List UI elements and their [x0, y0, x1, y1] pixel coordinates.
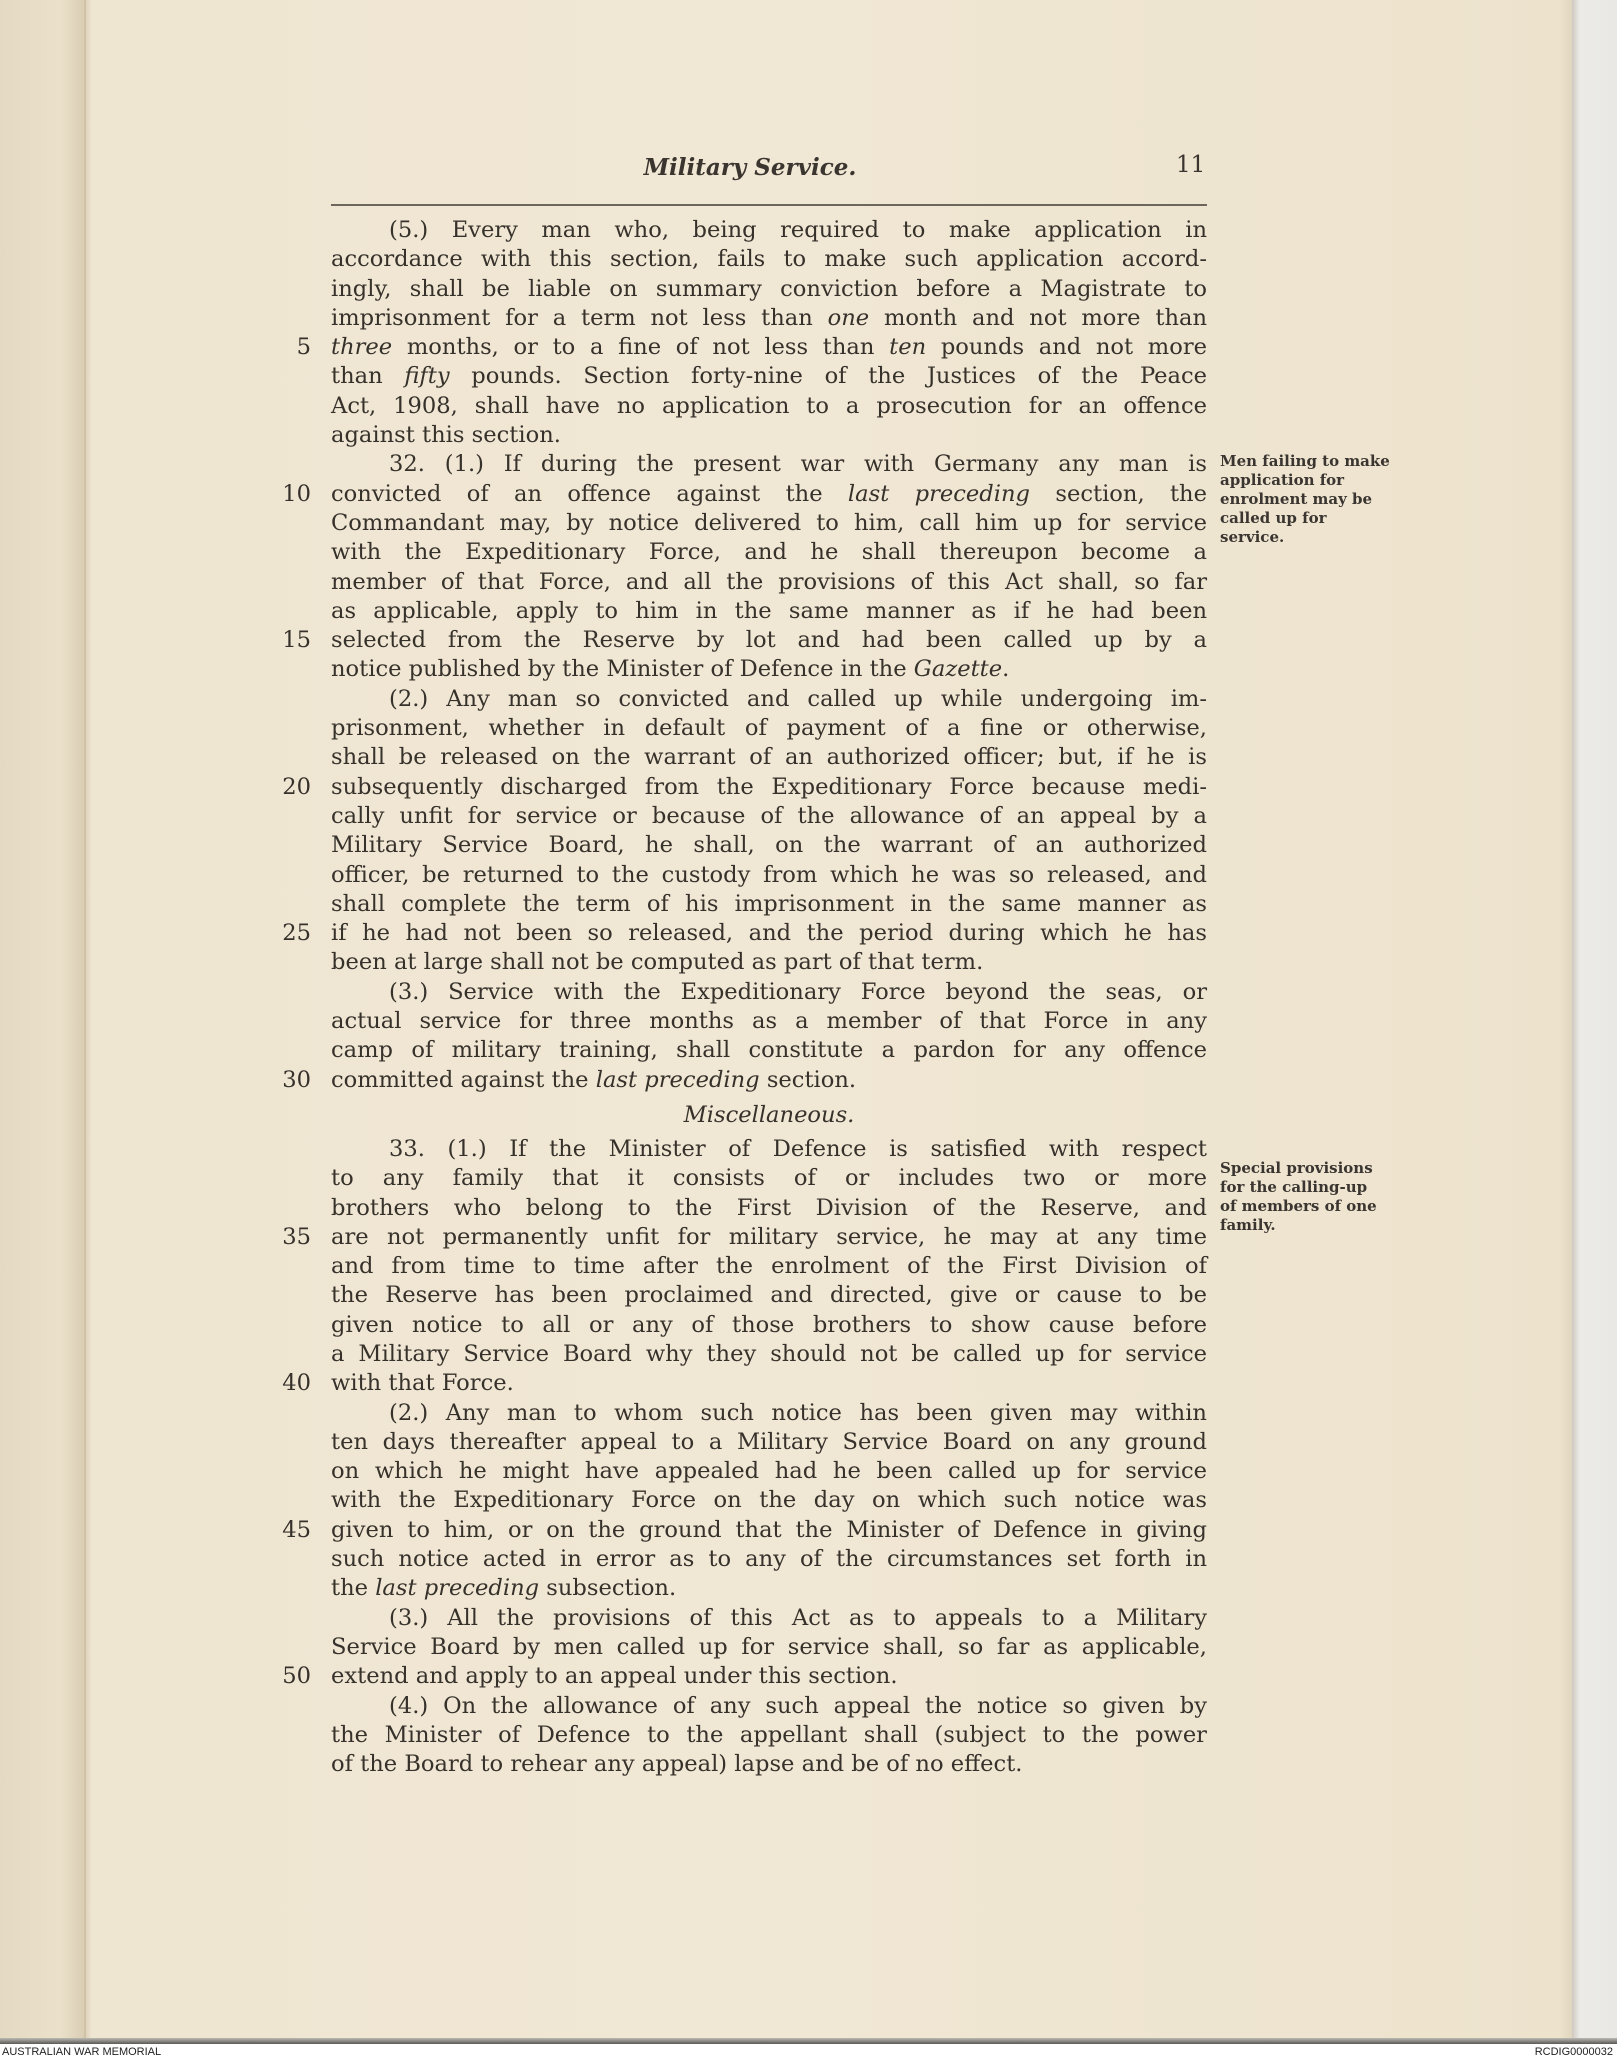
- text-segment: than: [331, 363, 405, 390]
- text-line: [331, 978, 1207, 1007]
- text-line: [331, 538, 1207, 567]
- text-segment: if he had not been so released, and the period during which he has: [331, 920, 1207, 947]
- text-line: [331, 1399, 1207, 1428]
- line-number: 35: [282, 1223, 311, 1250]
- section-heading: [331, 1095, 1207, 1131]
- text-segment: section, the: [1030, 480, 1207, 507]
- text-segment: (3.) Service with the Expeditionary Force beyond the seas, or: [389, 978, 1207, 1005]
- text-line: [331, 1135, 1207, 1164]
- text-line: [282, 1369, 1207, 1398]
- italic-text: last preceding: [595, 1066, 760, 1093]
- text-line: [331, 1604, 1207, 1633]
- text-line: [331, 890, 1207, 919]
- text-line: [331, 1164, 1207, 1193]
- line-number: 5: [296, 334, 311, 361]
- header-rule: [331, 204, 1207, 206]
- text-segment: such notice acted in error as to any of the circumstances set forth in: [331, 1546, 1207, 1573]
- text-segment: with the Expeditionary Force, and he shall thereupon become a: [331, 539, 1207, 566]
- text-line: [331, 1340, 1207, 1369]
- text-line: [331, 861, 1207, 890]
- italic-text: Gazette: [913, 656, 1003, 683]
- text-segment: the Minister of Defence to the appellant shall (subject to the power: [331, 1721, 1207, 1748]
- text-line: [282, 1223, 1207, 1252]
- text-line: [331, 509, 1207, 538]
- text-segment: on which he might have appealed had he been called up for service: [331, 1458, 1207, 1485]
- text-line: [331, 275, 1207, 304]
- text-line: [282, 1066, 1207, 1095]
- text-segment: .: [1002, 656, 1010, 683]
- text-segment: as applicable, apply to him in the same manner as if he had been: [331, 597, 1207, 624]
- text-line: [282, 919, 1207, 948]
- page-number: 11: [1176, 152, 1206, 178]
- footer-institution: AUSTRALIAN WAR MEMORIAL: [2, 2046, 162, 2058]
- text-segment: cally unfit for service or because of the allowance of an appeal by a: [331, 802, 1207, 829]
- text-line: [331, 1007, 1207, 1036]
- text-segment: with the Expeditionary Force on the day on which such notice was: [331, 1487, 1207, 1514]
- text-segment: pounds and not more: [926, 334, 1207, 361]
- text-line: [331, 1281, 1207, 1310]
- text-line: [331, 948, 1207, 977]
- body-text: [282, 216, 1208, 1779]
- margin-note-special-provisions: [1220, 1159, 1450, 1235]
- text-segment: Commandant may, by notice delivered to him, call him up for service: [331, 509, 1207, 536]
- footer: [0, 2044, 1617, 2061]
- text-segment: selected from the Reserve by lot and had been called up by a: [331, 627, 1207, 654]
- text-segment: to any family that it consists of or includes two or more: [331, 1165, 1207, 1192]
- text-segment: month and not more than: [869, 304, 1208, 331]
- text-line: [331, 1036, 1207, 1065]
- text-segment: months, or to a fine of not less than: [392, 334, 890, 361]
- line-number: 15: [282, 627, 311, 654]
- text-line: [331, 685, 1207, 714]
- text-segment: against this section.: [331, 422, 561, 449]
- text-segment: pounds. Section forty-nine of the Justices of the Peace: [449, 363, 1207, 390]
- text-segment: notice published by the Minister of Defence in the: [331, 656, 914, 683]
- text-segment: actual service for three months as a member of that Force in any: [331, 1008, 1207, 1035]
- margin-note-line: family.: [1220, 1216, 1276, 1234]
- text-segment: 32. (1.) If during the present war with Germany any man is: [389, 451, 1207, 478]
- text-segment: Act, 1908, shall have no application to a prosecution for an offence: [331, 392, 1207, 419]
- italic-text: three: [331, 334, 393, 361]
- italic-text: fifty: [404, 363, 450, 390]
- text-line: [331, 655, 1207, 684]
- text-segment: subsection.: [539, 1575, 677, 1602]
- text-line: [331, 1486, 1207, 1515]
- text-segment: and from time to time after the enrolment of the First Division of: [331, 1253, 1207, 1280]
- italic-text: last preceding: [375, 1575, 540, 1602]
- text-line: [282, 480, 1207, 509]
- text-line: [331, 392, 1207, 421]
- footer-record-id: RCDIG0000032: [1534, 2046, 1613, 2058]
- text-segment: ingly, shall be liable on summary conviction before a Magistrate to: [331, 275, 1207, 302]
- text-segment: convicted of an offence against the: [331, 480, 848, 507]
- margin-note-line: Men failing to make: [1220, 452, 1390, 470]
- text-segment: been at large shall not be computed as part of that term.: [331, 949, 984, 976]
- text-line: [331, 802, 1207, 831]
- text-line: [331, 1692, 1207, 1721]
- italic-text: last preceding: [847, 480, 1031, 507]
- text-segment: given to him, or on the ground that the Minister of Defence in giving: [331, 1516, 1207, 1543]
- margin-note-line: Special provisions: [1220, 1159, 1373, 1177]
- text-segment: (4.) On the allowance of any such appeal the notice so given by: [389, 1692, 1207, 1719]
- text-segment: camp of military training, shall constitute a pardon for any offence: [331, 1037, 1207, 1064]
- text-segment: Service Board by men called up for service shall, so far as applicable,: [331, 1633, 1207, 1660]
- text-line: [331, 1574, 1207, 1603]
- text-line: [331, 743, 1207, 772]
- text-segment: the: [331, 1575, 376, 1602]
- text-segment: the Reserve has been proclaimed and directed, give or cause to be: [331, 1282, 1207, 1309]
- text-line: [331, 1633, 1207, 1662]
- text-segment: section.: [759, 1066, 857, 1093]
- text-segment: (3.) All the provisions of this Act as to appeals to a Military: [389, 1604, 1207, 1631]
- scan-background: [1572, 0, 1617, 2044]
- text-line: [331, 421, 1207, 450]
- margin-note-line: service.: [1220, 528, 1285, 546]
- line-number: 25: [282, 920, 311, 947]
- margin-note-line: called up for: [1220, 509, 1327, 527]
- text-line: [331, 597, 1207, 626]
- text-segment: imprisonment for a term not less than: [331, 304, 828, 331]
- margin-note-line: application for: [1220, 471, 1345, 489]
- line-number: 45: [282, 1516, 311, 1543]
- text-segment: a Military Service Board why they should not be called up for service: [331, 1340, 1207, 1367]
- line-number: 50: [282, 1663, 311, 1690]
- text-segment: (2.) Any man to whom such notice has been given may within: [389, 1399, 1207, 1426]
- text-line: [331, 831, 1207, 860]
- text-line: [331, 245, 1207, 274]
- text-line: [282, 1662, 1207, 1691]
- text-line: [282, 773, 1207, 802]
- text-line: [331, 714, 1207, 743]
- text-line: [331, 1457, 1207, 1486]
- text-segment: (2.) Any man so convicted and called up while undergoing im-: [389, 685, 1207, 712]
- text-line: [331, 1252, 1207, 1281]
- text-segment: Miscellaneous.: [683, 1101, 855, 1128]
- text-line: [282, 1516, 1207, 1545]
- text-line: [331, 1545, 1207, 1574]
- margin-note-line: for the calling-up: [1220, 1178, 1368, 1196]
- text-segment: shall be released on the warrant of an authorized officer; but, if he is: [331, 744, 1207, 771]
- text-segment: extend and apply to an appeal under this section.: [331, 1663, 898, 1690]
- text-line: [331, 362, 1207, 391]
- text-segment: shall complete the term of his imprisonment in the same manner as: [331, 890, 1207, 917]
- text-line: [331, 1428, 1207, 1457]
- line-number: 10: [282, 480, 311, 507]
- text-line: [331, 450, 1207, 479]
- text-line: [331, 216, 1207, 245]
- line-number: 30: [282, 1066, 311, 1093]
- text-segment: brothers who belong to the First Division of the Reserve, and: [331, 1194, 1207, 1221]
- text-segment: Military Service Board, he shall, on the warrant of an authorized: [331, 832, 1207, 859]
- text-segment: accordance with this section, fails to make such application accord-: [331, 246, 1207, 273]
- line-number: 40: [282, 1370, 311, 1397]
- text-line: [282, 626, 1207, 655]
- text-line: [331, 568, 1207, 597]
- italic-text: one: [827, 304, 870, 331]
- text-line: [331, 1311, 1207, 1340]
- text-line: [331, 1721, 1207, 1750]
- running-header-title: Military Service.: [643, 154, 857, 181]
- text-segment: member of that Force, and all the provisions of this Act shall, so far: [331, 568, 1207, 595]
- text-segment: given notice to all or any of those brothers to show cause before: [331, 1311, 1207, 1338]
- text-line: [331, 304, 1207, 333]
- text-segment: subsequently discharged from the Expeditionary Force because medi-: [331, 773, 1207, 800]
- text-segment: committed against the: [331, 1066, 596, 1093]
- text-segment: of the Board to rehear any appeal) lapse and be of no effect.: [331, 1751, 1023, 1778]
- text-segment: officer, be returned to the custody from which he was so released, and: [331, 861, 1207, 888]
- text-segment: (5.) Every man who, being required to make application in: [389, 217, 1207, 243]
- text-segment: with that Force.: [331, 1370, 514, 1397]
- page-fold: [84, 0, 86, 2044]
- line-number: 20: [282, 773, 311, 800]
- text-segment: ten days thereafter appeal to a Military Service Board on any ground: [331, 1428, 1207, 1455]
- text-segment: prisonment, whether in default of payment of a fine or otherwise,: [331, 715, 1207, 742]
- margin-note-line: of members of one: [1220, 1197, 1377, 1215]
- margin-note-line: enrolment may be: [1220, 490, 1373, 508]
- text-line: [331, 1750, 1207, 1779]
- text-line: [331, 1194, 1207, 1223]
- margin-note-men-failing: [1220, 452, 1450, 547]
- text-segment: 33. (1.) If the Minister of Defence is satisfied with respect: [389, 1135, 1207, 1162]
- text-segment: are not permanently unfit for military service, he may at any time: [331, 1223, 1207, 1250]
- italic-text: ten: [889, 334, 927, 361]
- text-line: [296, 333, 1207, 362]
